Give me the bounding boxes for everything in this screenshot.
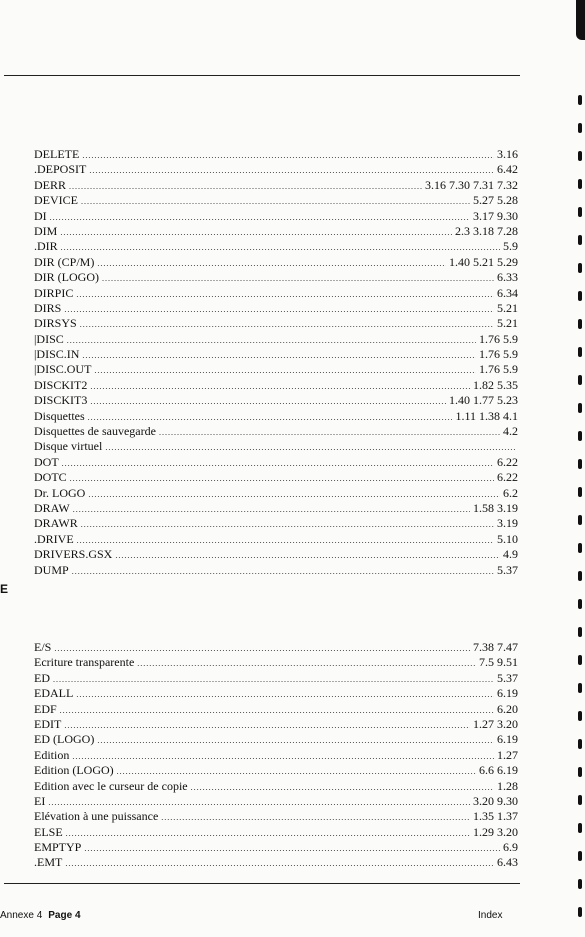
index-entry [34, 547, 518, 562]
index-term: |DISC.OUT [34, 362, 92, 377]
index-term: .EMT [34, 855, 63, 870]
index-entry [34, 671, 518, 686]
index-entry [34, 409, 518, 424]
index-entry [34, 486, 518, 501]
dot-leader [102, 271, 494, 286]
scan-edge-mark [578, 403, 582, 413]
page-refs: 7.5 9.51 [479, 655, 518, 670]
footer-index-label: Index [478, 910, 503, 921]
index-entry [34, 717, 518, 732]
scan-edge-mark [578, 879, 582, 889]
scan-edge-mark [578, 627, 582, 637]
dot-leader [48, 795, 470, 810]
scan-edge-mark [578, 151, 582, 161]
dot-leader [54, 641, 470, 656]
dot-leader [97, 256, 446, 271]
page-refs: 1.76 5.9 [479, 347, 518, 362]
index-entry [34, 840, 518, 855]
dot-leader [72, 749, 494, 764]
scan-edge-mark [578, 375, 582, 385]
dot-leader [73, 502, 470, 517]
scan-edge-mark [578, 907, 582, 917]
index-term: DUMP [34, 562, 69, 577]
scan-edge-mark [578, 823, 582, 833]
index-term: .DEPOSIT [34, 162, 87, 177]
scan-edge-mark [578, 599, 582, 609]
scan-edge-mark [578, 207, 582, 217]
page-refs: 6.22 [497, 470, 518, 485]
dot-leader [61, 240, 500, 255]
page-refs: 5.10 [497, 531, 518, 546]
dot-leader [117, 764, 476, 779]
dot-leader [77, 533, 494, 548]
index-term: DIRS [34, 300, 62, 315]
index-term: DIRPIC [34, 285, 74, 300]
index-entry [34, 347, 518, 362]
dot-leader [90, 394, 446, 409]
dot-leader [53, 672, 494, 687]
scan-edge-mark [578, 851, 582, 861]
index-entry [34, 794, 518, 809]
index-term: Edition (LOGO) [34, 763, 114, 778]
index-entry [34, 640, 518, 655]
index-entry [34, 686, 518, 701]
scan-edge-mark [578, 123, 582, 133]
index-entry [34, 178, 518, 193]
dot-leader [76, 687, 494, 702]
page-refs: 6.42 [497, 162, 518, 177]
dot-leader [64, 718, 470, 733]
page-refs: 1.27 [497, 747, 518, 762]
index-entry [34, 501, 518, 516]
index-section-d [34, 147, 518, 578]
page-refs: 1.35 1.37 [473, 809, 518, 824]
page-refs: 5.37 [497, 562, 518, 577]
index-term: Disque virtuel [34, 439, 103, 454]
scan-edge-mark [578, 711, 582, 721]
dot-leader [90, 379, 470, 394]
page-refs: 3.16 7.30 7.31 7.32 [425, 177, 518, 192]
page-refs: 3.20 9.30 [473, 793, 518, 808]
page-refs: 4.9 [503, 547, 518, 562]
index-term: DISCKIT3 [34, 393, 88, 408]
dot-leader [60, 225, 452, 240]
dot-leader [88, 410, 453, 425]
index-entry [34, 732, 518, 747]
index-term: DRAWR [34, 516, 78, 531]
dot-leader [69, 179, 422, 194]
dot-leader [72, 564, 494, 579]
scan-edge-mark [578, 95, 582, 105]
index-term: EDALL [34, 686, 74, 701]
dot-leader [94, 363, 476, 378]
page-refs: 1.40 5.21 5.29 [449, 254, 518, 269]
index-entry [34, 655, 518, 670]
index-entry [34, 825, 518, 840]
dot-leader [81, 517, 494, 532]
dot-leader [89, 163, 494, 178]
scan-edge-mark [578, 235, 582, 245]
scan-edge-mark [578, 543, 582, 553]
page-refs: 1.82 5.35 [473, 377, 518, 392]
page-refs: 6.43 [497, 855, 518, 870]
scan-edge-mark [578, 431, 582, 441]
page-refs: 3.19 [497, 516, 518, 531]
page-refs: 6.19 [497, 686, 518, 701]
dot-leader [70, 471, 494, 486]
dot-leader [66, 826, 470, 841]
index-term: DERR [34, 177, 67, 192]
index-entry [34, 286, 518, 301]
scan-edge-mark [578, 571, 582, 581]
index-term: DRIVERS.GSX [34, 547, 113, 562]
page-refs: 6.22 [497, 454, 518, 469]
dot-leader [50, 210, 470, 225]
index-term: ELSE [34, 824, 63, 839]
index-term: DIRSYS [34, 316, 77, 331]
scan-edge-mark [578, 767, 582, 777]
scan-edge-mark [578, 739, 582, 749]
dot-leader [97, 733, 494, 748]
index-term: DOTC [34, 470, 67, 485]
page-refs: 1.58 3.19 [473, 500, 518, 515]
index-term: Edition avec le curseur de copie [34, 778, 188, 793]
dot-leader [60, 703, 494, 718]
scan-edge-mark [578, 683, 582, 693]
index-entry [34, 270, 518, 285]
index-entry [34, 855, 518, 870]
index-term: DELETE [34, 147, 80, 161]
index-entry [34, 809, 518, 824]
index-term: Edition [34, 747, 70, 762]
index-term: DOT [34, 454, 59, 469]
index-term: EDIT [34, 716, 62, 731]
index-term: DEVICE [34, 193, 78, 208]
index-entry [34, 147, 518, 162]
page-refs: 2.3 3.18 7.28 [455, 223, 518, 238]
index-entry [34, 424, 518, 439]
scan-edge-mark [578, 319, 582, 329]
index-entry [34, 516, 518, 531]
page-refs: 6.33 [497, 270, 518, 285]
index-term: Dr. LOGO [34, 485, 86, 500]
scan-edge-mark [578, 655, 582, 665]
page-refs: 5.21 [497, 300, 518, 315]
index-entry [34, 393, 518, 408]
index-entry [34, 162, 518, 177]
page-refs: 5.9 [503, 239, 518, 254]
index-term: Disquettes [34, 408, 85, 423]
page-refs: 4.2 [503, 424, 518, 439]
page-refs: 1.40 1.77 5.23 [449, 393, 518, 408]
dot-leader [84, 841, 500, 856]
dot-leader [159, 425, 500, 440]
dot-leader [115, 548, 500, 563]
page-refs: 6.34 [497, 285, 518, 300]
dot-leader [67, 333, 476, 348]
index-entry [34, 455, 518, 470]
index-entry [34, 702, 518, 717]
index-entry [34, 763, 518, 778]
index-entry [34, 301, 518, 316]
index-term: DIR (CP/M) [34, 254, 95, 269]
index-term: DRAW [34, 500, 70, 515]
footer-annex: Annexe 4 [0, 910, 43, 921]
scan-edge-mark [578, 291, 582, 301]
dot-leader [82, 348, 476, 363]
scan-edge-mark [578, 515, 582, 525]
page-refs: 6.20 [497, 701, 518, 716]
dot-leader [105, 440, 515, 455]
index-term: EDF [34, 701, 57, 716]
scan-edge-marks [570, 0, 585, 937]
dot-leader [161, 810, 470, 825]
index-entry [34, 209, 518, 224]
page-refs: 6.6 6.19 [479, 763, 518, 778]
index-entry [34, 332, 518, 347]
page-refs: 1.76 5.9 [479, 331, 518, 346]
dot-leader [64, 302, 494, 317]
index-term: .DIR [34, 239, 58, 254]
dot-leader [65, 856, 494, 871]
dot-leader [82, 148, 494, 163]
index-term: E/S [34, 640, 52, 654]
page-refs: 5.37 [497, 670, 518, 685]
scan-edge-mark [578, 487, 582, 497]
index-entry [34, 470, 518, 485]
index-entry [34, 316, 518, 331]
dot-leader [62, 456, 494, 471]
index-entry [34, 362, 518, 377]
page-refs: 1.29 3.20 [473, 824, 518, 839]
index-entry [34, 779, 518, 794]
bottom-rule [4, 883, 520, 884]
index-term: Disquettes de sauvegarde [34, 424, 156, 439]
index-term: .DRIVE [34, 531, 74, 546]
page-refs: 6.9 [503, 840, 518, 855]
page-refs: 6.2 [503, 485, 518, 500]
dot-leader [80, 317, 494, 332]
dot-leader [191, 780, 494, 795]
index-term: DIR (LOGO) [34, 270, 99, 285]
scan-edge-mark [578, 179, 582, 189]
scan-edge-mark [578, 263, 582, 273]
index-entry [34, 748, 518, 763]
index-term: Elévation à une puissance [34, 809, 159, 824]
page-refs: 1.27 3.20 [473, 716, 518, 731]
index-entry [34, 563, 518, 578]
index-term: DIM [34, 223, 58, 238]
index-term: DI [34, 208, 47, 223]
top-rule [4, 75, 520, 76]
page-refs: 3.17 9.30 [473, 208, 518, 223]
index-entry [34, 193, 518, 208]
page-refs: 7.38 7.47 [473, 640, 518, 654]
dot-leader [137, 656, 476, 671]
index-entry [34, 224, 518, 239]
index-entry [34, 255, 518, 270]
index-term: |DISC.IN [34, 347, 80, 362]
dot-leader [81, 194, 470, 209]
page-refs: 6.19 [497, 732, 518, 747]
page-refs: 1.11 1.38 4.1 [455, 408, 518, 423]
page-refs: 5.27 5.28 [473, 193, 518, 208]
page-refs: 5.21 [497, 316, 518, 331]
index-section-e [34, 640, 518, 871]
index-term: ED [34, 670, 50, 685]
index-term: ED (LOGO) [34, 732, 95, 747]
index-entry [34, 378, 518, 393]
scan-edge-mark [578, 795, 582, 805]
page-refs: 1.28 [497, 778, 518, 793]
index-entry [34, 439, 518, 454]
scan-edge-mark [578, 459, 582, 469]
page-refs: 1.76 5.9 [479, 362, 518, 377]
index-term: EI [34, 793, 46, 808]
footer-left [0, 910, 81, 921]
page-refs: 3.16 [497, 147, 518, 161]
index-term: DISCKIT2 [34, 377, 88, 392]
index-term: EMPTYP [34, 840, 82, 855]
section-letter-e: E [0, 582, 9, 596]
footer-page: Page 4 [48, 910, 81, 921]
scan-edge-mark [578, 347, 582, 357]
index-entry [34, 239, 518, 254]
dot-leader [76, 287, 494, 302]
scan-corner-mark [576, 0, 585, 40]
dot-leader [88, 487, 500, 502]
index-entry [34, 532, 518, 547]
index-term: |DISC [34, 331, 64, 346]
index-term: Ecriture transparente [34, 655, 135, 670]
